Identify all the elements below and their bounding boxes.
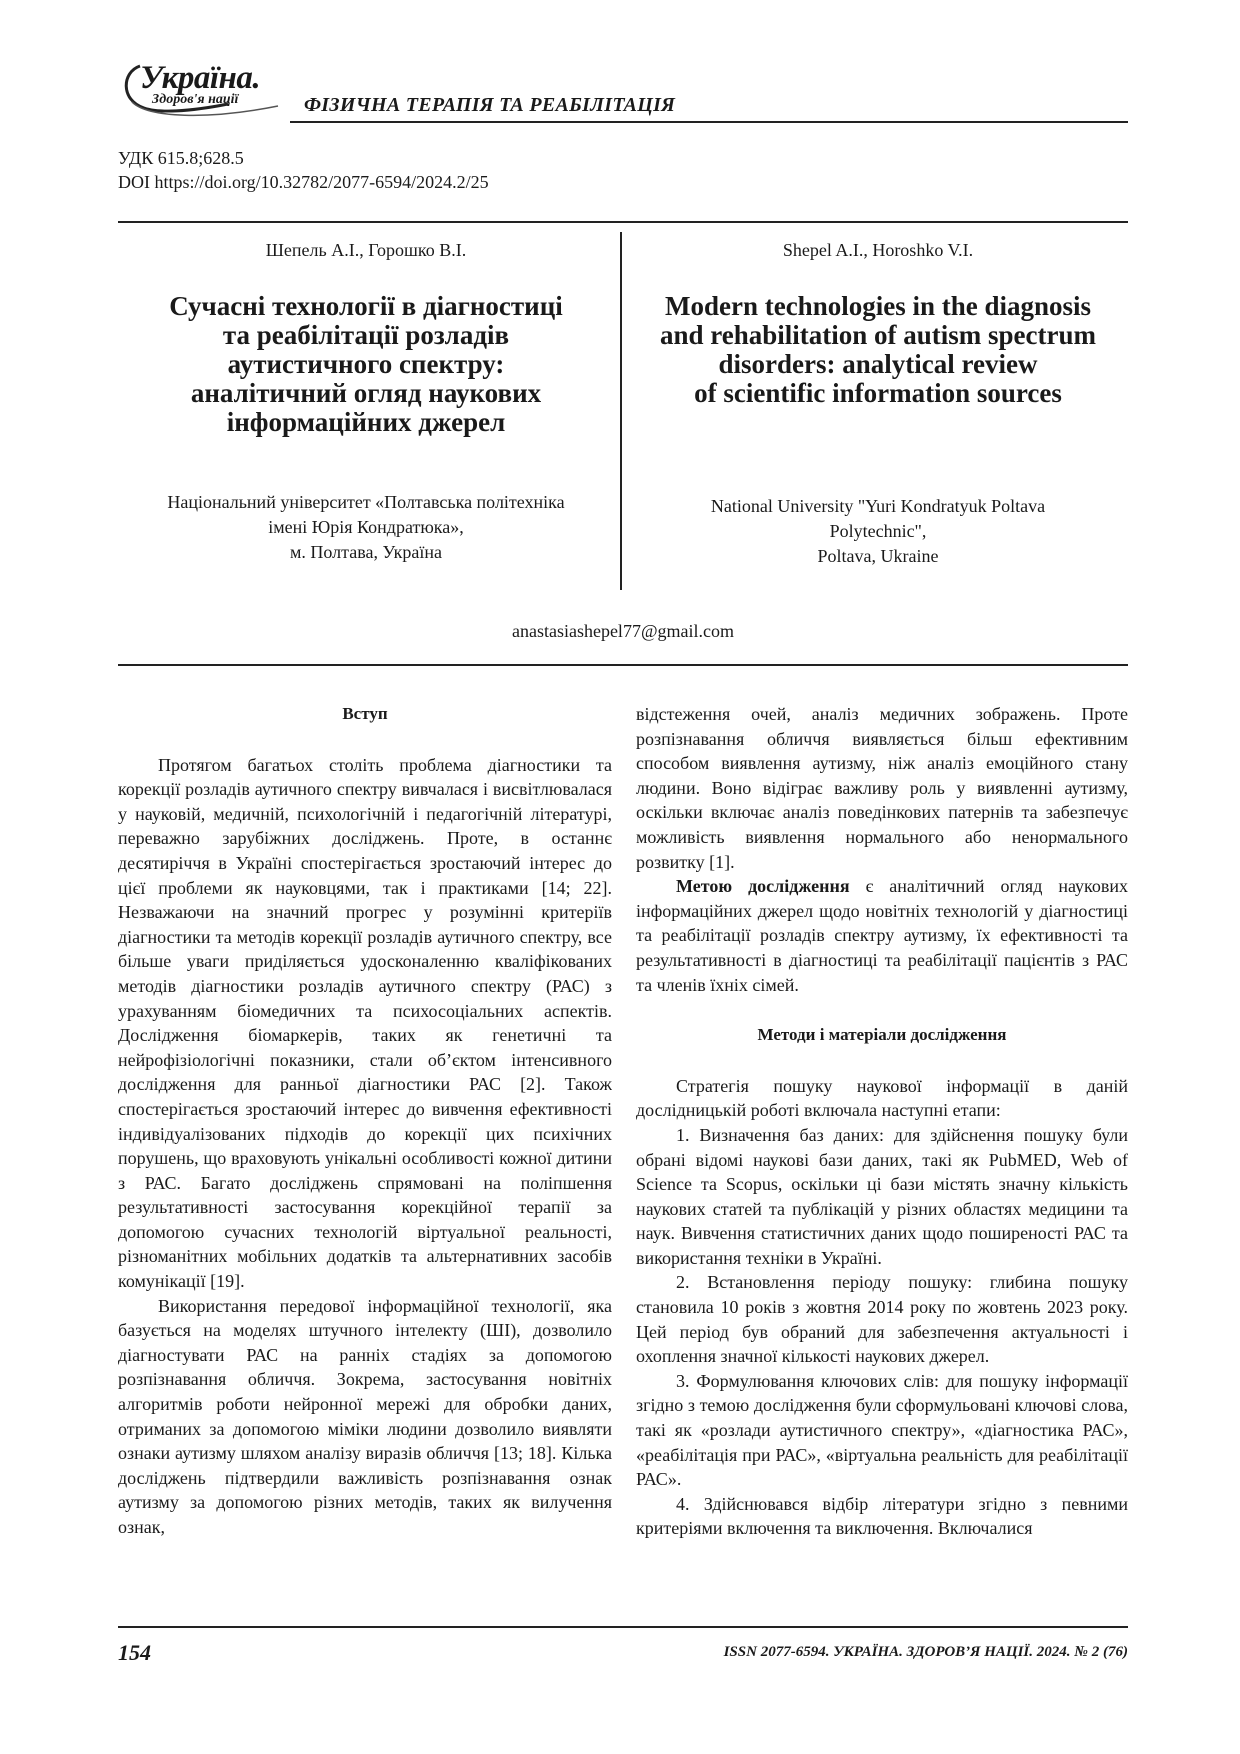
author-email[interactable]: anastasiashepel77@gmail.com: [511, 621, 734, 641]
title-en-line: disorders: analytical review: [718, 349, 1038, 379]
article-title-en: [628, 292, 1128, 408]
column-divider: [620, 232, 622, 590]
affiliation-uk-line: м. Полтава, Україна: [290, 542, 442, 562]
title-en-line: and rehabilitation of autism spectrum: [659, 320, 1097, 350]
affiliation-en-line: Poltava, Ukraine: [817, 546, 939, 566]
methods-paragraph-3: 2. Встановлення періоду пошуку: глибина пошуку становила 10 років з жовтня 2014 року по жовтень 2023 року. Цей період був обраний для забезпечення актуальності і охоплення значної кількості наукових джерел.: [636, 1272, 1128, 1367]
methods-paragraph-4: 3. Формулювання ключових слів: для пошуку інформації згідно з темою дослідження були сформульовані ключові слова, такі як «розлади аутистичного спектру», «діагностика РАС», «реабілітація при РАС», «віртуальна реальність для реабілітації РАС».: [636, 1370, 1128, 1490]
affiliation-en: [628, 494, 1128, 569]
aim-label: Метою дослідження: [676, 876, 850, 897]
logo-main-text: Україна.: [140, 60, 261, 96]
authors-en: Shepel A.I., Horoshko V.I.: [782, 240, 974, 260]
footer-journal-info: ISSN 2077-6594. УКРАЇНА. ЗДОРОВ’Я НАЦІЇ. 2024. № 2 (76): [723, 1644, 1128, 1660]
methods-paragraph-2: 1. Визначення баз даних: для здійснення пошуку були обрані відомі наукові бази даних, такі як PubMED, Web of Science та Scopus, оскільки ці бази містять значну кількість наукових статей та публікацій у різних областях медицини та наук. Вивчення статистичних даних щодо поширеності РАС та використання техніки в Україні.: [636, 1124, 1128, 1268]
title-uk-line: інформаційних джерел: [226, 407, 506, 437]
top-divider: [118, 221, 1128, 223]
intro-heading: Вступ: [342, 704, 388, 723]
affiliation-en-line: National University "Yuri Kondratyuk Poltava: [710, 496, 1046, 516]
title-uk-line: та реабілітації розладів: [222, 320, 510, 350]
udc-code: УДК 615.8;628.5: [118, 148, 244, 168]
section-title: ФІЗИЧНА ТЕРАПІЯ ТА РЕАБІЛІТАЦІЯ: [304, 94, 676, 116]
logo-sub-text: Здоров'я нації: [152, 92, 239, 107]
body-left-column: [118, 702, 612, 1540]
footer-divider: [118, 1626, 1128, 1628]
body-divider: [118, 664, 1128, 666]
methods-heading: Методи і матеріали дослідження: [757, 1025, 1007, 1045]
intro-paragraph-1: Протягом багатьох століть проблема діагностики та корекції розладів аутичного спектру вивчалася і висвітлювалася у науковій, медичній, психологічній і педагогічній літературі, переважно зарубіжних досліджень. Проте, в останнє десятиріччя в Україні спостерігається зростаючий інтерес до цієї проблеми як науковцями, так і практиками [14; 22]. Незважаючи на значний прогрес у розумінні критеріїв діагностики та методів корекції розладів аутичного спектру, все більше уваги приділяється удосконаленню кваліфікованих методів діагностики розладів аутичного спектру (РАС) з урахуванням біомедичних та психосоціальних аспектів. Дослідження біомаркерів, таких як генетичні та нейрофізіологічні показники, стали об’єктом інтенсивного дослідження для ранньої діагностики РАС [2]. Також спостерігається зростаючий інтерес до вивчення ефективності індивідуалізованих підходів до корекції цих психічних порушень, що враховують унікальні особливості кожної дитини з РАС. Багато досліджень спрямовані на поліпшення результативності застосування корекційної терапії за допомогою сучасних технологій віртуальної реальності, різноманітних мобільних додатків та альтернативних засобів комунікації [19].: [118, 754, 612, 1292]
page-number: 154: [118, 1640, 151, 1665]
header-divider: [290, 121, 1128, 123]
title-en-line: of scientific information sources: [694, 378, 1062, 408]
affiliation-en-line: Polytechnic",: [829, 521, 927, 541]
affiliation-uk: [118, 490, 614, 565]
aim-text: є аналітичний огляд наукових інформаційних джерел щодо новітніх технологій у діагностиці та реабілітації розладів спектру аутизму, їх ефективності та результативності в діагностиці та реабілітації пацієнтів з РАС та членів їхніх сімей.: [636, 876, 1128, 995]
authors-uk: Шепель А.І., Горошко В.І.: [265, 240, 467, 260]
doi-link[interactable]: DOI https://doi.org/10.32782/2077-6594/2024.2/25: [118, 172, 489, 192]
methods-paragraph-5: 4. Здійснювався відбір літератури згідно з певними критеріями включення та виключення. Включалися: [636, 1493, 1128, 1539]
aim-paragraph: [636, 874, 1128, 997]
title-uk-line: аутистичного спектру:: [227, 349, 505, 379]
affiliation-uk-line: Національний університет «Полтавська політехніка: [167, 492, 565, 512]
title-en-line: Modern technologies in the diagnosis: [664, 291, 1092, 321]
methods-paragraph-1: Стратегія пошуку наукової інформації в даній дослідницькій роботі включала наступні етапи:: [636, 1075, 1128, 1121]
title-uk-line: аналітичний огляд наукових: [190, 378, 542, 408]
intro-paragraph-2: Використання передової інформаційної технології, яка базується на моделях штучного інтелекту (ШІ), дозволило діагностувати РАС на ранніх стадіях за допомогою розпізнавання обличчя. Зокрема, застосування новітніх алгоритмів роботи нейронної мережі для обробки даних, отриманих за допомогою міміки людини дозволило виявляти ознаки аутизму шляхом аналізу виразів обличчя [13; 18]. Кілька досліджень підтвердили важливість розпізнавання ознак аутизму за допомогою різних методів, таких як вилучення ознак,: [118, 1295, 612, 1537]
journal-logo: [118, 58, 290, 122]
article-title-uk: [118, 292, 614, 437]
body-right-column: [636, 702, 1128, 1541]
title-uk-line: Сучасні технології в діагностиці: [169, 291, 563, 321]
affiliation-uk-line: імені Юрія Кондратюка»,: [268, 517, 464, 537]
right-paragraph-1: відстеження очей, аналіз медичних зображень. Проте розпізнавання обличчя виявляється більш ефективним способом виявлення аутизму, ніж аналіз емоційного стану людини. Воно відіграє важливу роль у виявленні аутизму, оскільки включає аналіз поведінкових патернів та забезпечує можливість виявлення нормального або ненормального розвитку [1].: [636, 704, 1128, 872]
article-meta: [118, 146, 489, 194]
